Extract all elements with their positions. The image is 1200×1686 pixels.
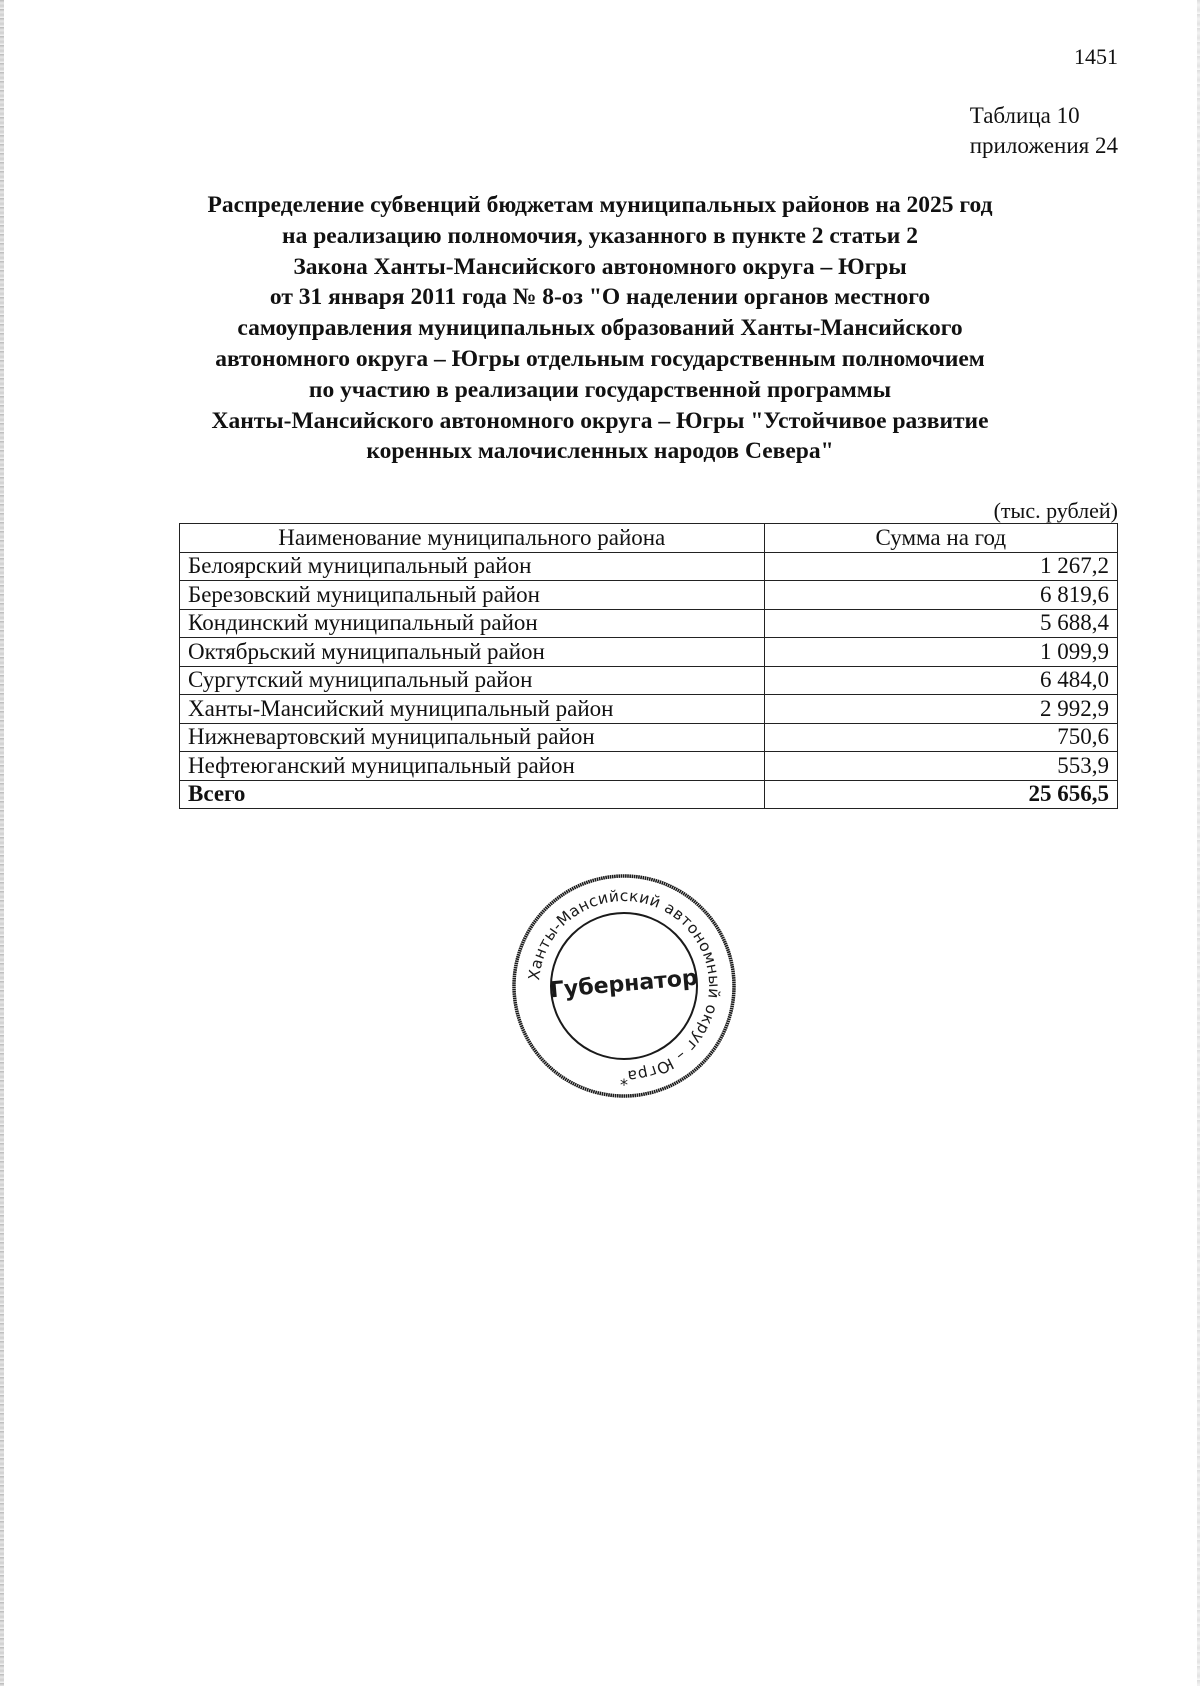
table-row [180,552,1118,581]
total-label: Всего [180,780,765,809]
table-total-row [180,780,1118,809]
district-name: Октябрьский муниципальный район [180,638,765,667]
title-line: автономного округа – Югры отдельным государственным полномочием [215,345,985,372]
units-note: (тыс. рублей) [993,498,1118,523]
district-name: Березовский муниципальный район [180,581,765,610]
seal-ring-text-path: Ханты-Мансийский автономный округ – Югра [525,886,724,1086]
district-name: Ханты-Мансийский муниципальный район [180,695,765,724]
title-line: Закона Ханты-Мансийского автономного округа – Югры [293,253,907,280]
district-sum: 6 819,6 [764,581,1117,610]
header-annual-sum: Сумма на год [764,524,1117,553]
title-line: по участию в реализации государственной программы [308,376,892,403]
table-row [180,695,1118,724]
table-row [180,723,1118,752]
district-name: Нефтеюганский муниципальный район [180,752,765,781]
title-line: коренных малочисленных народов Севера" [366,438,834,465]
governor-seal [510,872,738,1100]
title-line: Распределение субвенций бюджетам муниципальных районов на 2025 год [207,192,993,218]
allocation-table [179,523,1118,809]
scan-edge-left [0,0,4,1686]
district-name: Сургутский муниципальный район [180,666,765,695]
district-sum: 2 992,9 [764,695,1117,724]
seal-star-icon: * [620,1075,628,1094]
header-district-name: Наименование муниципального района [180,524,765,553]
district-sum: 5 688,4 [764,609,1117,638]
table-row [180,666,1118,695]
page-number: 1451 [1074,44,1118,69]
table-reference [970,101,1118,161]
district-name: Нижневартовский муниципальный район [180,723,765,752]
table-header-row [180,524,1118,553]
total-sum: 25 656,5 [764,780,1117,809]
document-title [130,190,1070,467]
district-name: Кондинский муниципальный район [180,609,765,638]
district-sum: 553,9 [764,752,1117,781]
district-sum: 6 484,0 [764,666,1117,695]
table-row [180,752,1118,781]
district-name: Белоярский муниципальный район [180,552,765,581]
title-line: самоуправления муниципальных образований Ханты-Мансийского [237,315,963,342]
district-sum: 1 099,9 [764,638,1117,667]
title-line: Ханты-Мансийского автономного округа – Югры "Устойчивое развитие [211,407,989,434]
table-reference-line-1: Таблица 10 [969,103,1080,128]
table-row [180,581,1118,610]
district-sum: 1 267,2 [764,552,1117,581]
seal-center-text: Губернатор [549,965,699,1004]
title-line: от 31 января 2011 года № 8-оз "О наделении органов местного [269,284,931,311]
table-row [180,638,1118,667]
title-line: на реализацию полномочия, указанного в пункте 2 статьи 2 [282,222,918,249]
table-row [180,609,1118,638]
district-sum: 750,6 [764,723,1117,752]
table-reference-line-2: приложения 24 [969,133,1118,158]
